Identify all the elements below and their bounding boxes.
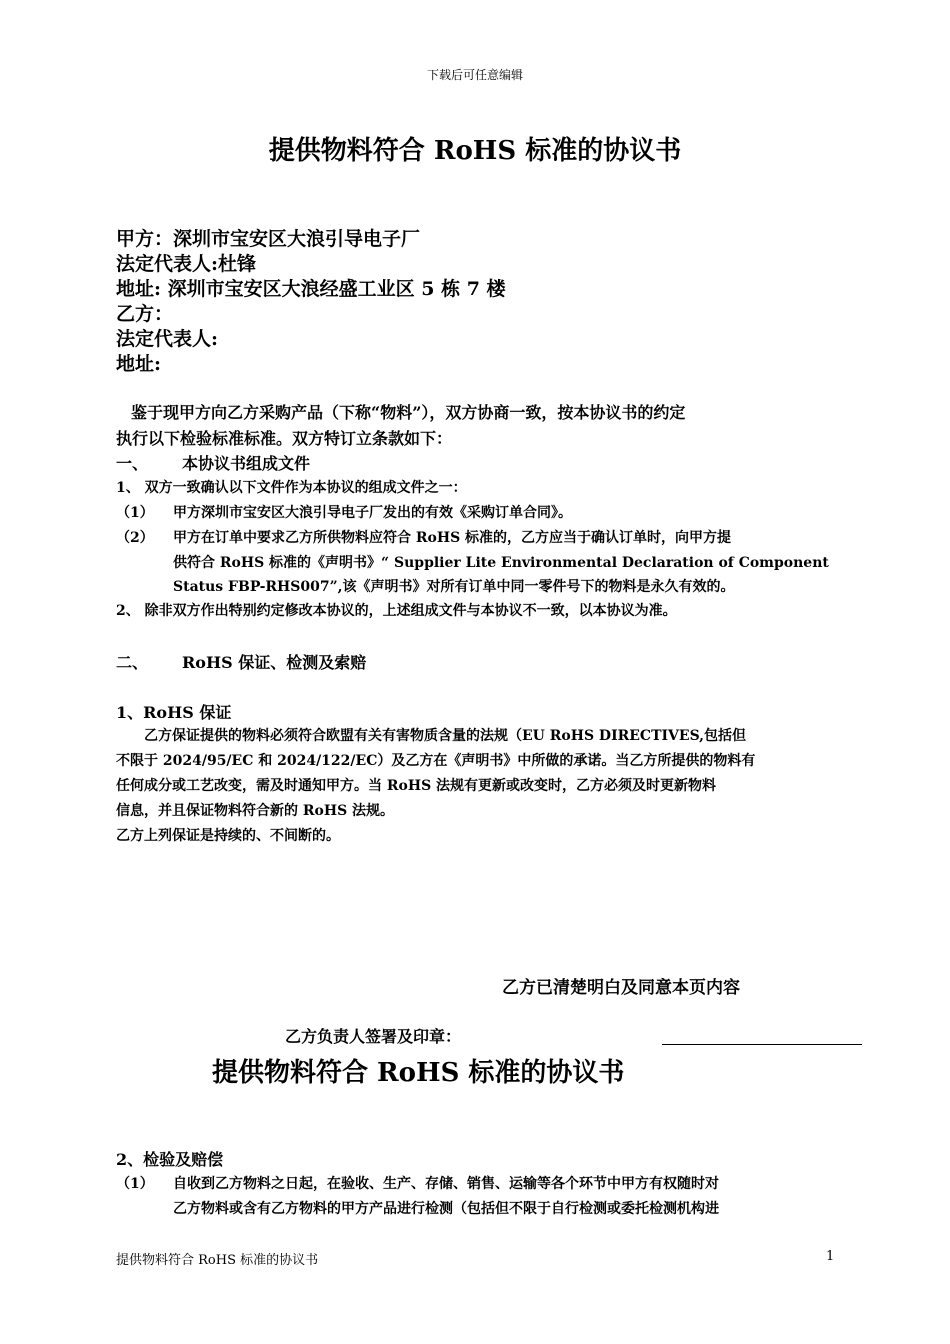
footer-text: 提供物料符合 RoHS 标准的协议书	[116, 1253, 319, 1268]
section2-heading: RoHS 保证、检测及索赔	[182, 653, 367, 672]
section1-number: 一、	[116, 454, 149, 473]
section2-sub1-line-5: 乙方上列保证是持续的、不间断的。	[116, 828, 340, 844]
signature-label: 乙方负责人签署及印章：	[285, 1027, 462, 1046]
page2-title: 提供物料符合 RoHS 标准的协议书	[212, 1058, 625, 1088]
section1-item1: 1、 双方一致确认以下文件作为本协议的组成文件之一：	[116, 480, 467, 496]
page2-item-line-1: 自收到乙方物料之日起，在验收、生产、存储、销售、运输等各个环节中甲方有权随时对	[173, 1176, 719, 1192]
section1-sub2-line-2: 供符合 RoHS 标准的《声明书》“ Supplier Lite Environmental Declaration of Component	[173, 555, 829, 571]
section2-sub1-line-1: 乙方保证提供的物料必须符合欧盟有关有害物质含量的法规（EU RoHS DIRECTIVES,包括但	[144, 728, 747, 744]
page-number: 1	[826, 1249, 835, 1264]
page2-item-number: （1）	[116, 1176, 154, 1192]
page2-sub2-heading: 2、检验及赔偿	[116, 1150, 224, 1169]
section1-sub1: 甲方深圳市宝安区大浪引导电子厂发出的有效《采购订单合同》。	[173, 505, 572, 521]
intro-line-1: 鉴于现甲方向乙方采购产品（下称“物料”），双方协商一致，按本协议书的约定	[131, 403, 686, 422]
intro-line-2: 执行以下检验标准标准。双方特订立条款如下：	[116, 429, 453, 448]
header-note: 下载后可任意编辑	[426, 68, 523, 82]
section1-item2: 2、 除非双方作出特别约定修改本协议的，上述组成文件与本协议不一致，以本协议为准。	[116, 603, 677, 619]
party-b-address: 地址:	[116, 353, 162, 375]
section2-sub1-heading: 1、RoHS 保证	[116, 703, 232, 722]
party-a-name: 甲方：深圳市宝安区大浪引导电子厂	[116, 228, 421, 250]
section2-sub1-line-4: 信息，并且保证物料符合新的 RoHS 法规。	[116, 803, 395, 819]
party-a-address: 地址: 深圳市宝安区大浪经盛工业区 5 栋 7 楼	[116, 278, 506, 300]
section1-sub1-number: （1）	[116, 505, 154, 521]
section1-sub2-number: （2）	[116, 530, 154, 546]
acknowledgement: 乙方已清楚明白及同意本页内容	[502, 978, 740, 998]
section2-sub1-line-2: 不限于 2024/95/EC 和 2024/122/EC）及乙方在《声明书》中所做的承诺。当乙方所提供的物料有	[116, 753, 756, 769]
party-b-name: 乙方：	[116, 303, 174, 325]
section1-sub2-line-3: Status FBP-RHS007”,该《声明书》对所有订单中同一零件号下的物料是永久有效的。	[173, 579, 735, 595]
section2-sub1-line-3: 任何成分或工艺改变，需及时通知甲方。当 RoHS 法规有更新或改变时，乙方必须及时更新物料	[116, 778, 717, 794]
section2-number: 二、	[116, 653, 149, 672]
signature-line	[662, 1044, 862, 1045]
document-title: 提供物料符合 RoHS 标准的协议书	[268, 136, 682, 166]
party-a-representative: 法定代表人:杜锋	[116, 253, 257, 275]
section1-heading: 本协议书组成文件	[182, 454, 311, 473]
page2-item-line-2: 乙方物料或含有乙方物料的甲方产品进行检测（包括但不限于自行检测或委托检测机构进	[173, 1201, 719, 1217]
party-b-representative: 法定代表人:	[116, 328, 219, 350]
section1-sub2-line-1: 甲方在订单中要求乙方所供物料应符合 RoHS 标准的，乙方应当于确认订单时，向甲方提	[173, 530, 732, 546]
